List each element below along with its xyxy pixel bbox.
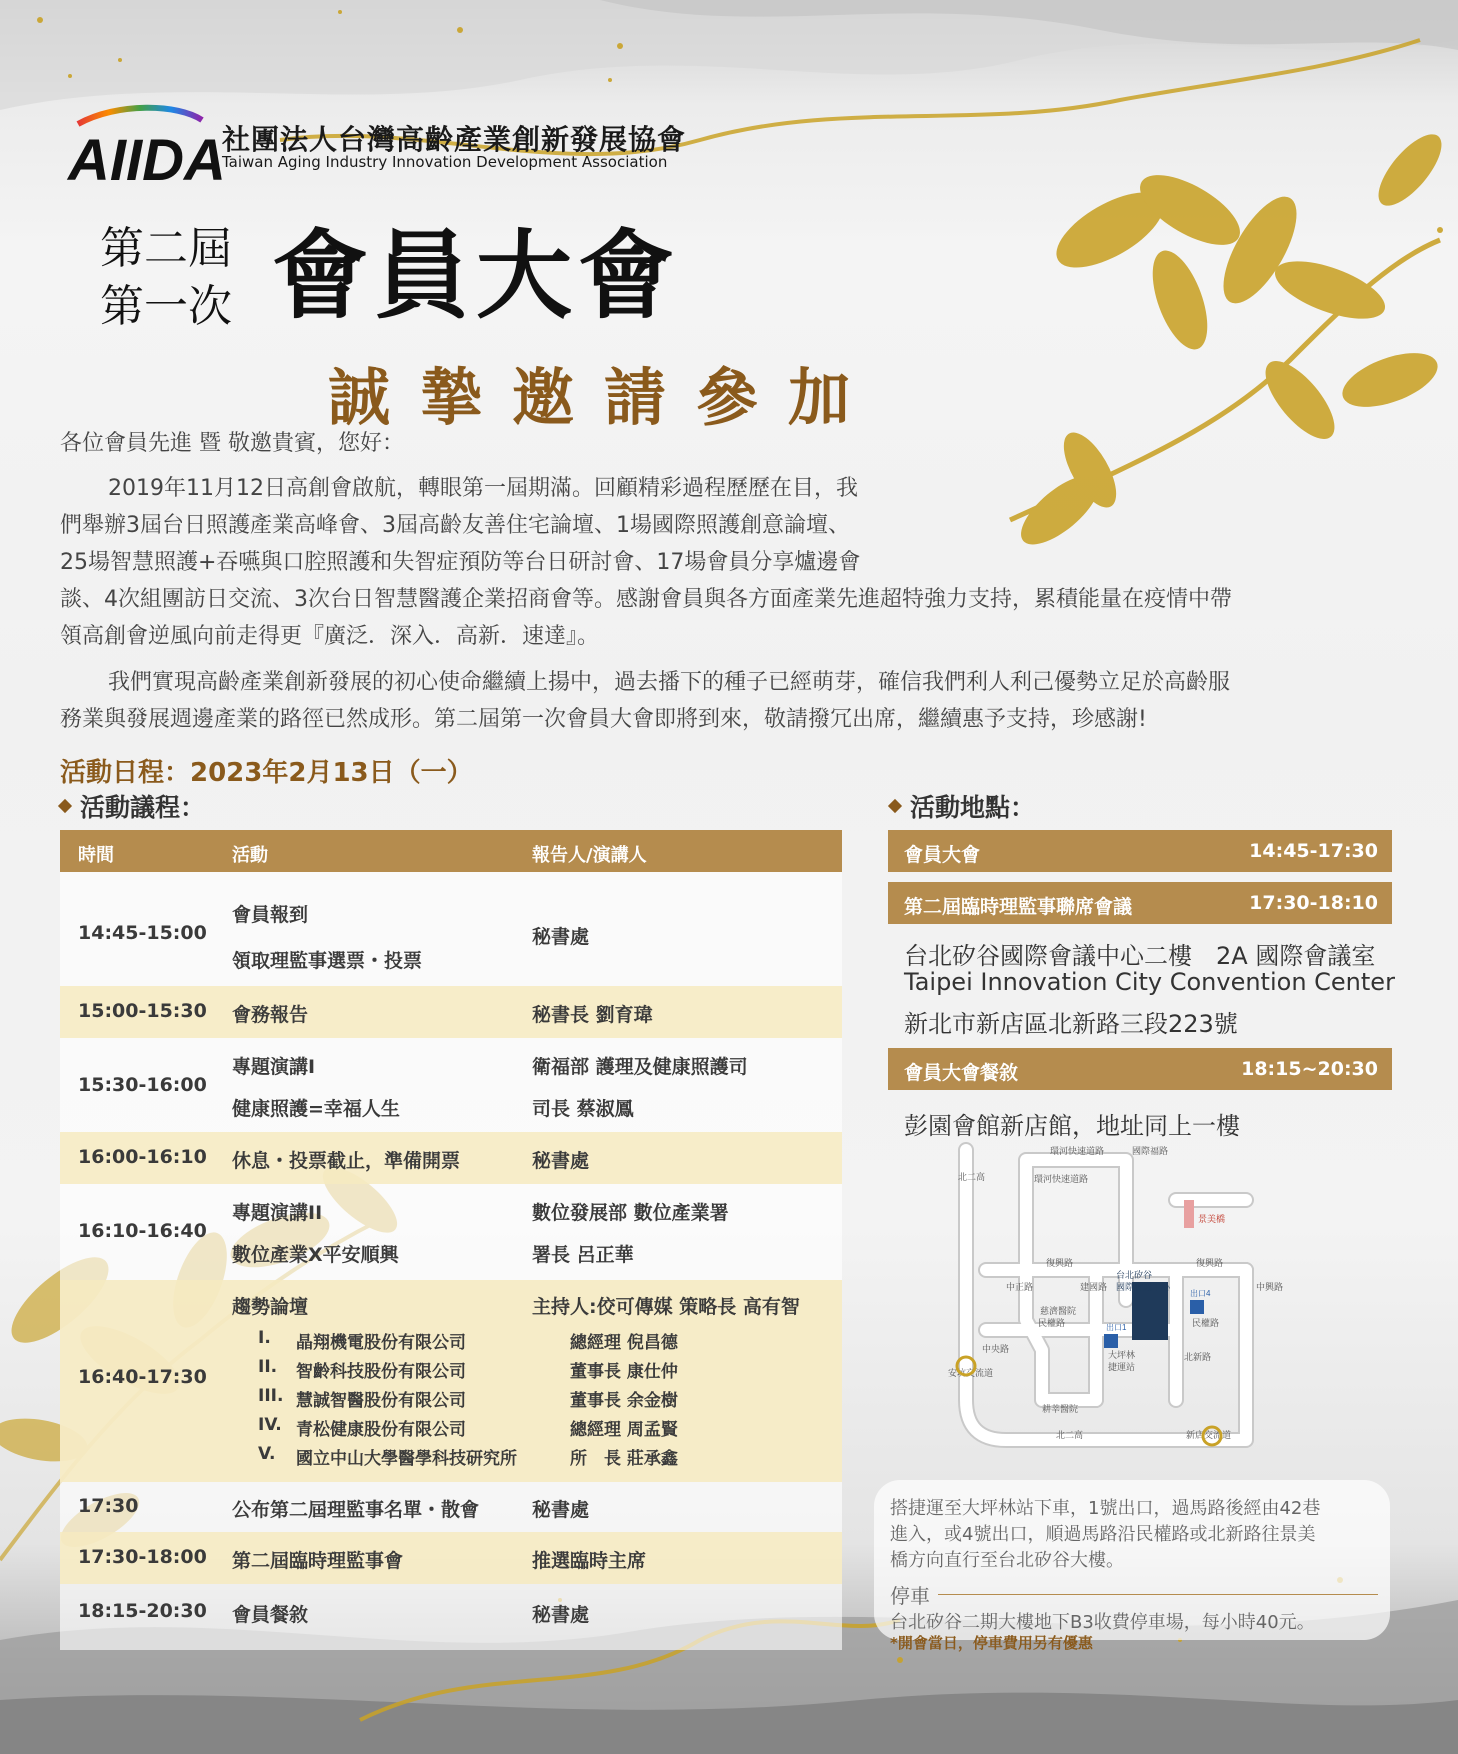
table-row [60,986,842,1038]
row-speaker: 秘書處 [532,1604,590,1626]
map-road-minquan-right: 民權路 [1192,1318,1220,1328]
row-speaker: 衛福部 護理及健康照護司 [532,1056,748,1078]
map-road-beixin: 北新路 [1184,1352,1212,1362]
panel-org: 國立中山大學醫學科技研究所 [296,1449,517,1469]
logo-wordmark: AIIDA [68,128,226,193]
table-row [60,882,842,986]
p1-line: 25場智慧照護+吞嚥與口腔照護和失智症預防等台日研討會、17場會員分享爐邊會 [60,550,861,575]
row-activity: 會員餐敘 [232,1604,309,1626]
transit-line: 橋方向直行至台北矽谷大樓。 [890,1550,1124,1571]
panel-org: 慧誠智醫股份有限公司 [296,1391,466,1411]
col-speaker: 報告人/演講人 [532,845,647,866]
main-title: 會員大會 [272,219,680,332]
map-road-zhongyang: 中央路 [982,1344,1010,1354]
intro-paragraph-1 [60,470,1400,655]
row-activity: 健康照護=幸福人生 [232,1098,400,1120]
p1-line: 2019年11月12日高創會啟航，轉眼第一屆期滿。回顧精彩過程歷歷在目，我 [108,476,858,501]
venue-address-zh: 台北矽谷國際會議中心二樓 2A 國際會議室 [904,942,1376,970]
row-activity: 會務報告 [232,1004,309,1026]
parking-note: *開會當日，停車費用另有優惠 [890,1634,1093,1652]
map-road-minquan-left: 民權路 [1038,1318,1066,1328]
venue-bar-dinner [888,1048,1392,1090]
table-row-forum [60,1280,842,1482]
p1-line: 們舉辦3屆台日照護產業高峰會、3屆高齡友善住宅論壇、1場國際照護創意論壇、 [60,513,850,538]
map-ciji-hospital: 慈濟醫院 [1040,1306,1077,1316]
map-mrt-label-1: 大坪林 [1108,1350,1136,1360]
row-speaker: 數位發展部 數位產業署 [532,1202,729,1224]
dinner-place: 彭園會館新店館，地址同上一樓 [904,1112,1240,1140]
agenda-heading-text: 活動議程： [80,793,206,822]
map-road-fuxing-right: 復興路 [1196,1258,1224,1268]
row-time: 18:15-20:30 [78,1600,207,1622]
panel-org: 青松健康股份有限公司 [296,1420,466,1440]
p1-line: 領高創會逆風向前走得更『廣泛．深入．高新．速達』。 [60,624,600,649]
org-name-en: Taiwan Aging Industry Innovation Development Association [222,153,668,171]
transit-info-panel [874,1480,1390,1652]
table-row [60,1038,842,1132]
forum-host: 主持人:佼可傳媒 策略長 高有智 [532,1296,800,1318]
row-activity: 會員報到 [232,904,309,926]
venue-heading-text: 活動地點： [910,793,1036,822]
map-mrt-label-2: 捷運站 [1108,1362,1136,1372]
parking-text: 台北矽谷二期大樓地下B3收費停車場，每小時40元。 [890,1612,1315,1633]
session-line-2: 第一次 [100,281,232,332]
map-exit-1: 出口1 [1106,1323,1127,1332]
row-speaker: 秘書處 [532,1150,590,1172]
row-time: 16:00-16:10 [78,1146,207,1168]
row-time: 16:40-17:30 [78,1366,207,1388]
map-road-huanhe-top: 環河快速道路 [1050,1146,1105,1156]
venue-bar-name: 第二屆臨時理監事聯席會議 [904,896,1133,918]
venue-bar-name: 會員大會 [904,844,981,866]
row-speaker: 署長 呂正華 [532,1244,634,1266]
transit-line: 進入，或4號出口，順過馬路沿民權路或北新路往景美 [890,1524,1316,1545]
greeting: 各位會員先進 暨 敬邀貴賓，您好： [60,431,404,456]
venue-bar-meeting [888,830,1392,872]
venue-heading [890,788,1035,824]
row-time: 17:30-18:00 [78,1546,207,1568]
mrt-station-icon [1104,1334,1118,1348]
session-line-1: 第二屆 [100,223,232,274]
agenda-table-header [60,830,842,872]
venue-bar-hours: 17:30-18:10 [1249,892,1378,914]
row-speaker: 司長 蔡淑鳳 [532,1098,634,1120]
panel-num: IV. [258,1415,282,1435]
row-speaker: 秘書處 [532,926,590,948]
col-time: 時間 [78,845,114,866]
row-activity: 領取理監事選票・投票 [232,950,423,972]
panel-person: 總經理 周孟賢 [570,1420,678,1440]
row-activity: 公布第二屆理監事名單・散會 [232,1499,480,1521]
panel-person: 總經理 倪昌德 [570,1333,678,1353]
agenda-heading [60,788,205,824]
location-map [946,1140,1346,1460]
panel-num: I. [258,1328,271,1348]
map-road-zhongzheng: 中正路 [1006,1282,1034,1292]
panel-org: 智齡科技股份有限公司 [296,1362,466,1382]
p2-line: 我們實現高齡產業創新發展的初心使命繼續上揚中，過去播下的種子已經萌芽，確信我們利人利己優勢立足於高齡服 [108,670,1231,695]
table-row [60,1132,842,1184]
panel-num: V. [258,1444,276,1464]
row-activity: 專題演講II [232,1202,323,1224]
diamond-bullet-icon [58,799,72,813]
row-activity: 數位產業X平安順興 [232,1244,399,1266]
row-activity: 專題演講I [232,1056,316,1078]
diamond-bullet-icon [888,799,902,813]
venue-address-street: 新北市新店區北新路三段223號 [904,1010,1238,1038]
agenda-table [60,830,842,1650]
map-road-huanhe: 環河快速道路 [1034,1174,1089,1184]
map-road-beier-left: 北二高 [958,1172,986,1182]
table-row [60,1532,842,1584]
p2-line: 務業與發展週邊產業的路徑已然成形。第二屆第一次會員大會即將到來，敬請撥冗出席，繼續惠予支持，珍感謝! [60,707,1147,732]
invitation-subtitle: 誠摯邀請參加 [328,361,881,434]
map-gengxin-hospital: 耕莘醫院 [1042,1404,1079,1414]
table-row [60,1584,842,1640]
row-speaker: 秘書長 劉育瑋 [532,1004,653,1026]
parking-title: 停車 [890,1584,930,1608]
aiida-logo [68,106,226,193]
venue-address-en: Taipei Innovation City Convention Center [904,968,1395,996]
panel-org: 晶翔機電股份有限公司 [296,1333,466,1353]
map-road-guoji: 國際福路 [1132,1146,1169,1156]
intro-paragraph-2 [60,664,1400,738]
table-row [60,1482,842,1532]
row-time: 17:30 [78,1495,139,1517]
row-time: 14:45-15:00 [78,922,207,944]
map-road-fuxing-left: 復興路 [1046,1258,1074,1268]
row-time: 16:10-16:40 [78,1220,207,1242]
venue-bar-board [888,882,1392,924]
parking-divider [938,1594,1378,1595]
venue-bar-name: 會員大會餐敘 [904,1062,1019,1084]
map-anqiang-ic: 安坑交流道 [948,1368,994,1378]
jingmei-bridge-marker [1184,1200,1194,1228]
table-row [60,1184,842,1280]
panel-num: III. [258,1386,284,1406]
row-activity: 趨勢論壇 [232,1296,309,1318]
panel-person: 董事長 余金樹 [570,1391,678,1411]
venue-label-1: 台北矽谷 [1116,1270,1153,1280]
panel-num: II. [258,1357,278,1377]
map-road-jianguo: 建國路 [1080,1282,1108,1292]
map-exit-4: 出口4 [1190,1289,1211,1298]
row-activity: 休息・投票截止，準備開票 [232,1150,461,1172]
venue-bar-hours: 18:15~20:30 [1241,1058,1378,1080]
map-jingmei-bridge: 景美橋 [1198,1214,1226,1224]
mrt-exit-icon [1190,1300,1204,1314]
event-date: 活動日程：2023年2月13日（一） [60,758,473,788]
org-name-zh: 社團法人台灣高齡產業創新發展協會 [222,123,687,156]
panel-person: 所 長 莊承鑫 [570,1449,678,1469]
row-speaker: 推選臨時主席 [532,1550,647,1572]
p1-line: 談、4次組團訪日交流、3次台日智慧醫護企業招商會等。感謝會員與各方面產業先進超特強力支持，累積能量在疫情中帶 [60,587,1232,612]
col-activity: 活動 [232,845,268,866]
venue-bar-hours: 14:45-17:30 [1249,840,1378,862]
row-time: 15:00-15:30 [78,1000,207,1022]
map-xindian-ic: 新店交流道 [1186,1430,1232,1440]
map-road-beier-bottom: 北二高 [1056,1430,1084,1440]
map-road-zhongxing: 中興路 [1256,1282,1284,1292]
panel-person: 董事長 康仕仲 [570,1362,678,1382]
row-speaker: 秘書處 [532,1499,590,1521]
row-activity: 第二屆臨時理監事會 [232,1550,404,1572]
transit-line: 搭捷運至大坪林站下車，1號出口，過馬路後經由42巷 [890,1498,1321,1519]
venue-label-2: 國際會議中心 [1116,1282,1171,1292]
row-time: 15:30-16:00 [78,1074,207,1096]
